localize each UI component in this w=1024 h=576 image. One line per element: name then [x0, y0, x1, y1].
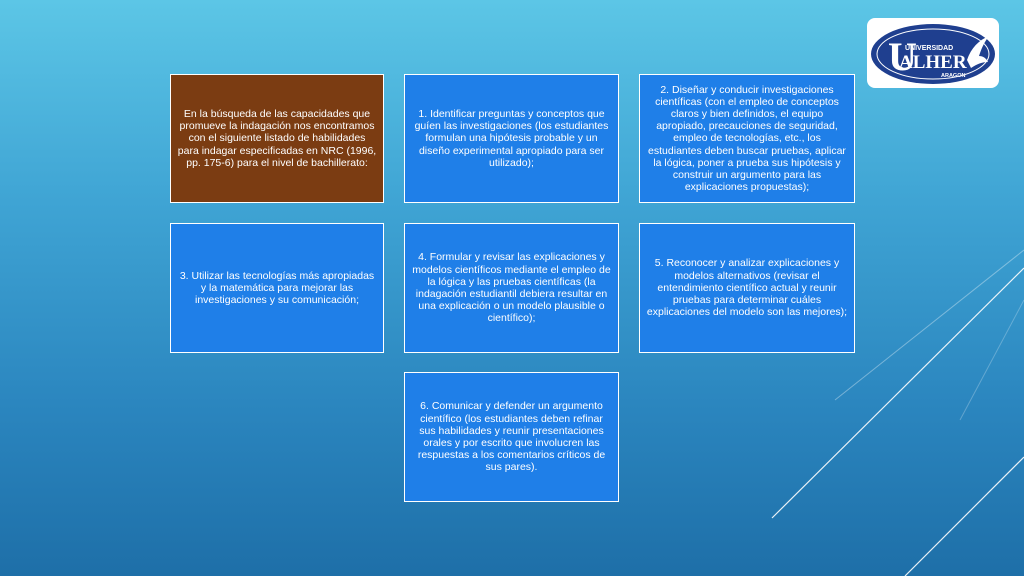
skill-text-4: 4. Formular y revisar las explicaciones y modelos científicos mediante el empleo de la lógica y las pruebas científicas (la indagación estudiantil debiera resultar en una explicación o un modelo plausible o científico); [412, 251, 611, 325]
skill-text-2: 2. Diseñar y conducir investigaciones científicas (con el empleo de conceptos claros y bien definidos, el equipo apropiado, precauciones de seguridad, empleo de tecnologías, etc., los estudiantes deben buscar pruebas, aplicar la lógica, poner a prueba sus hipótesis y construir un argumento para las explicaciones propuestas); [648, 83, 846, 194]
skill-box-5 [639, 223, 855, 353]
intro-box [170, 74, 384, 203]
skill-box-1 [404, 74, 619, 203]
logo-word-bottom: ARAGON [941, 73, 966, 79]
skill-text-1: 1. Identificar preguntas y conceptos que guíen las investigaciones (los estudiantes formulan una hipótesis probable y un diseño experimental apropiado para ser utilizado); [414, 107, 609, 169]
logo-word-top: UNIVERSIDAD [905, 45, 954, 52]
skill-box-2 [639, 74, 855, 203]
skill-box-3 [170, 223, 384, 353]
intro-text: En la búsqueda de las capacidades que promueve la indagación nos encontramos con el siguiente listado de habilidades para indagar especificadas en NRC (1996, pp. 175-6) para el nivel de bachillerato: [177, 107, 377, 169]
logo-word-main: ALHER [899, 52, 967, 73]
skill-text-6: 6. Comunicar y defender un argumento científico (los estudiantes deben refinar sus habilidades y reunir presentaciones orales y por escrito que involucren las respuestas a los comentarios críticos de sus pares). [417, 400, 606, 474]
skill-text-3: 3. Utilizar las tecnologías más apropiadas y la matemática para mejorar las investigaciones y su comunicación; [179, 269, 375, 307]
skill-box-4 [404, 223, 619, 353]
logo-letter: U [888, 34, 917, 79]
university-logo [867, 18, 999, 88]
skill-text-5: 5. Reconocer y analizar explicaciones y modelos alternativos (revisar el entendimiento científico actual y reunir pruebas para determinar cuáles explicaciones del modelo son las mejores); [646, 257, 848, 319]
skill-box-6 [404, 372, 619, 502]
